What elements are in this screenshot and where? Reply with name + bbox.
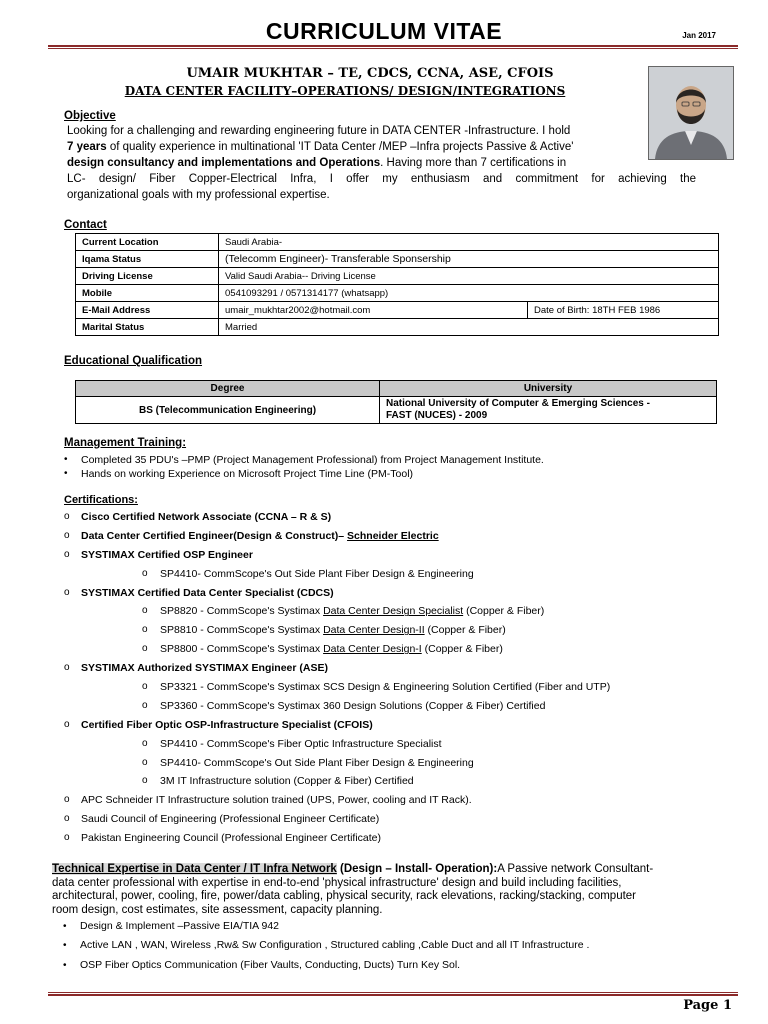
degree-column-header: Degree — [76, 381, 380, 397]
list-item: o Cisco Certified Network Associate (CCNA – R & S) — [64, 511, 332, 523]
technical-intro-line: architectural, power, cooling, fire, power/data cabling, physical security, rack elevations, racking/stacking, computer — [52, 890, 637, 902]
table-row — [76, 397, 717, 424]
technical-intro-line: room design, cost estimates, site assessment, capacity planning. — [52, 903, 383, 916]
list-item: o Pakistan Engineering Council (Professional Engineer Certificate) — [64, 832, 381, 845]
document-date: Jan 2017 — [682, 31, 716, 40]
date-of-birth: Date of Birth: 18TH FEB 1986 — [528, 302, 719, 319]
list-item: • Completed 35 PDU's –PMP (Project Management Professional) from Project Management Institute. — [64, 453, 714, 467]
contact-value: (Telecomm Engineer)- Transferable Sponsership — [219, 251, 719, 268]
contact-label: Marital Status — [76, 319, 219, 336]
list-item: o SP8800 - CommScope's Systimax Data Center Design-I (Copper & Fiber) — [142, 643, 503, 656]
list-item: o SP8810 - CommScope's Systimax Data Center Design-II (Copper & Fiber) — [142, 624, 506, 637]
candidate-subtitle: DATA CENTER FACILITY–OPERATIONS/ DESIGN/INTEGRATIONS — [124, 84, 566, 98]
table-row — [76, 234, 719, 251]
list-item: • Hands on working Experience on Microsoft Project Time Line (PM-Tool) — [64, 467, 714, 481]
list-item: o SP4410 - CommScope's Fiber Optic Infrastructure Specialist — [142, 737, 442, 750]
list-item: o APC Schneider IT Infrastructure solution trained (UPS, Power, cooling and IT Rack). — [64, 794, 472, 807]
contact-value: Married — [219, 319, 719, 336]
list-item: o SYSTIMAX Certified OSP Engineer — [64, 548, 253, 561]
contact-value: 0541093291 / 0571314177 (whatsapp) — [219, 285, 719, 302]
education-table — [75, 380, 717, 424]
management-heading: Management Training: — [64, 437, 187, 449]
header-divider — [48, 45, 738, 49]
management-list — [64, 453, 714, 481]
list-item: o Certified Fiber Optic OSP-Infrastructure Specialist (CFOIS) — [64, 718, 373, 731]
table-row — [76, 251, 719, 268]
list-item: o SP8820 - CommScope's Systimax Data Center Design Specialist (Copper & Fiber) — [142, 605, 545, 618]
list-item: o SYSTIMAX Certified Data Center Specialist (CDCS) — [64, 586, 334, 599]
table-header-row — [76, 381, 717, 397]
contact-label: Current Location — [76, 234, 219, 251]
list-item: o SP4410- CommScope's Out Side Plant Fiber Design & Engineering — [142, 756, 474, 769]
list-item: o 3M IT Infrastructure solution (Copper & Fiber) Certified — [142, 775, 414, 788]
objective-line-2: 7 years of quality experience in multinational 'IT Data Center /MEP –Infra projects Passive & Active' — [67, 141, 574, 153]
contact-label: Driving License — [76, 268, 219, 285]
list-item: • OSP Fiber Optics Communication (Fiber Vaults, Conducting, Ducts) Turn Key Sol. — [63, 956, 733, 975]
document-title: CURRICULUM VITAE — [265, 18, 503, 44]
list-item: o SP4410- CommScope's Out Side Plant Fiber Design & Engineering — [142, 567, 474, 580]
list-item: o Data Center Certified Engineer(Design & Construct)– Schneider Electric — [64, 529, 439, 542]
technical-expertise — [52, 863, 742, 917]
certifications-heading: Certifications: — [64, 494, 138, 506]
table-row — [76, 302, 719, 319]
objective-line-3: design consultancy and implementations and Operations. Having more than 7 certifications in — [67, 157, 567, 169]
technical-heading-line: Technical Expertise in Data Center / IT Infra Network (Design – Install- Operation):A Passive network Consultant- — [52, 863, 654, 875]
education-heading: Educational Qualification — [64, 355, 203, 367]
objective-line-4: LC- design/ Fiber Copper-Electrical Infra, I offer my enthusiasm and commitment for achieving the — [67, 173, 696, 185]
list-item: • Design & Implement –Passive EIA/TIA 942 — [63, 920, 733, 933]
email-value[interactable]: umair_mukhtar2002@hotmail.com — [219, 302, 528, 319]
page-number: Page 1 — [683, 998, 732, 1013]
contact-heading: Contact — [64, 219, 107, 231]
university-cell: National University of Computer & Emerging Sciences - FAST (NUCES) - 2009 — [380, 397, 717, 424]
list-item: o SP3321 - CommScope's Systimax SCS Design & Engineering Solution Certified (Fiber and UTP) — [142, 681, 611, 694]
list-item: • Active LAN , WAN, Wireless ,Rw& Sw Configuration , Structured cabling ,Cable Duct and all IT Infrastructure . — [63, 936, 733, 955]
contact-value: Valid Saudi Arabia-- Driving License — [219, 268, 719, 285]
list-item: o Saudi Council of Engineering (Professional Engineer Certificate) — [64, 813, 380, 826]
objective-text — [67, 123, 696, 203]
list-item: o SYSTIMAX Authorized SYSTIMAX Engineer (ASE) — [64, 662, 328, 675]
university-column-header: University — [380, 381, 717, 397]
table-row — [76, 319, 719, 336]
contact-value: Saudi Arabia- — [219, 234, 719, 251]
technical-intro-line: data center professional with expertise in end-to-end 'physical infrastructure' design and build including facilities, — [52, 876, 622, 889]
objective-line-1: Looking for a challenging and rewarding engineering future in DATA CENTER -Infrastructure. I hold — [67, 125, 571, 137]
certifications-list — [64, 508, 744, 848]
degree-cell: BS (Telecommunication Engineering) — [76, 397, 380, 424]
contact-label: Mobile — [76, 285, 219, 302]
candidate-name: UMAIR MUKHTAR – TE, CDCS, CCNA, ASE, CFOIS — [186, 66, 554, 81]
list-item: o SP3360 - CommScope's Systimax 360 Design Solutions (Copper & Fiber) Certified — [142, 699, 546, 712]
contact-table — [75, 233, 719, 336]
table-row — [76, 268, 719, 285]
contact-label: Iqama Status — [76, 251, 219, 268]
table-row — [76, 285, 719, 302]
technical-list — [63, 920, 733, 975]
contact-label: E-Mail Address — [76, 302, 219, 319]
footer-divider — [48, 992, 738, 996]
objective-heading: Objective — [64, 110, 116, 122]
objective-line-5: organizational goals with my professional expertise. — [67, 189, 330, 201]
